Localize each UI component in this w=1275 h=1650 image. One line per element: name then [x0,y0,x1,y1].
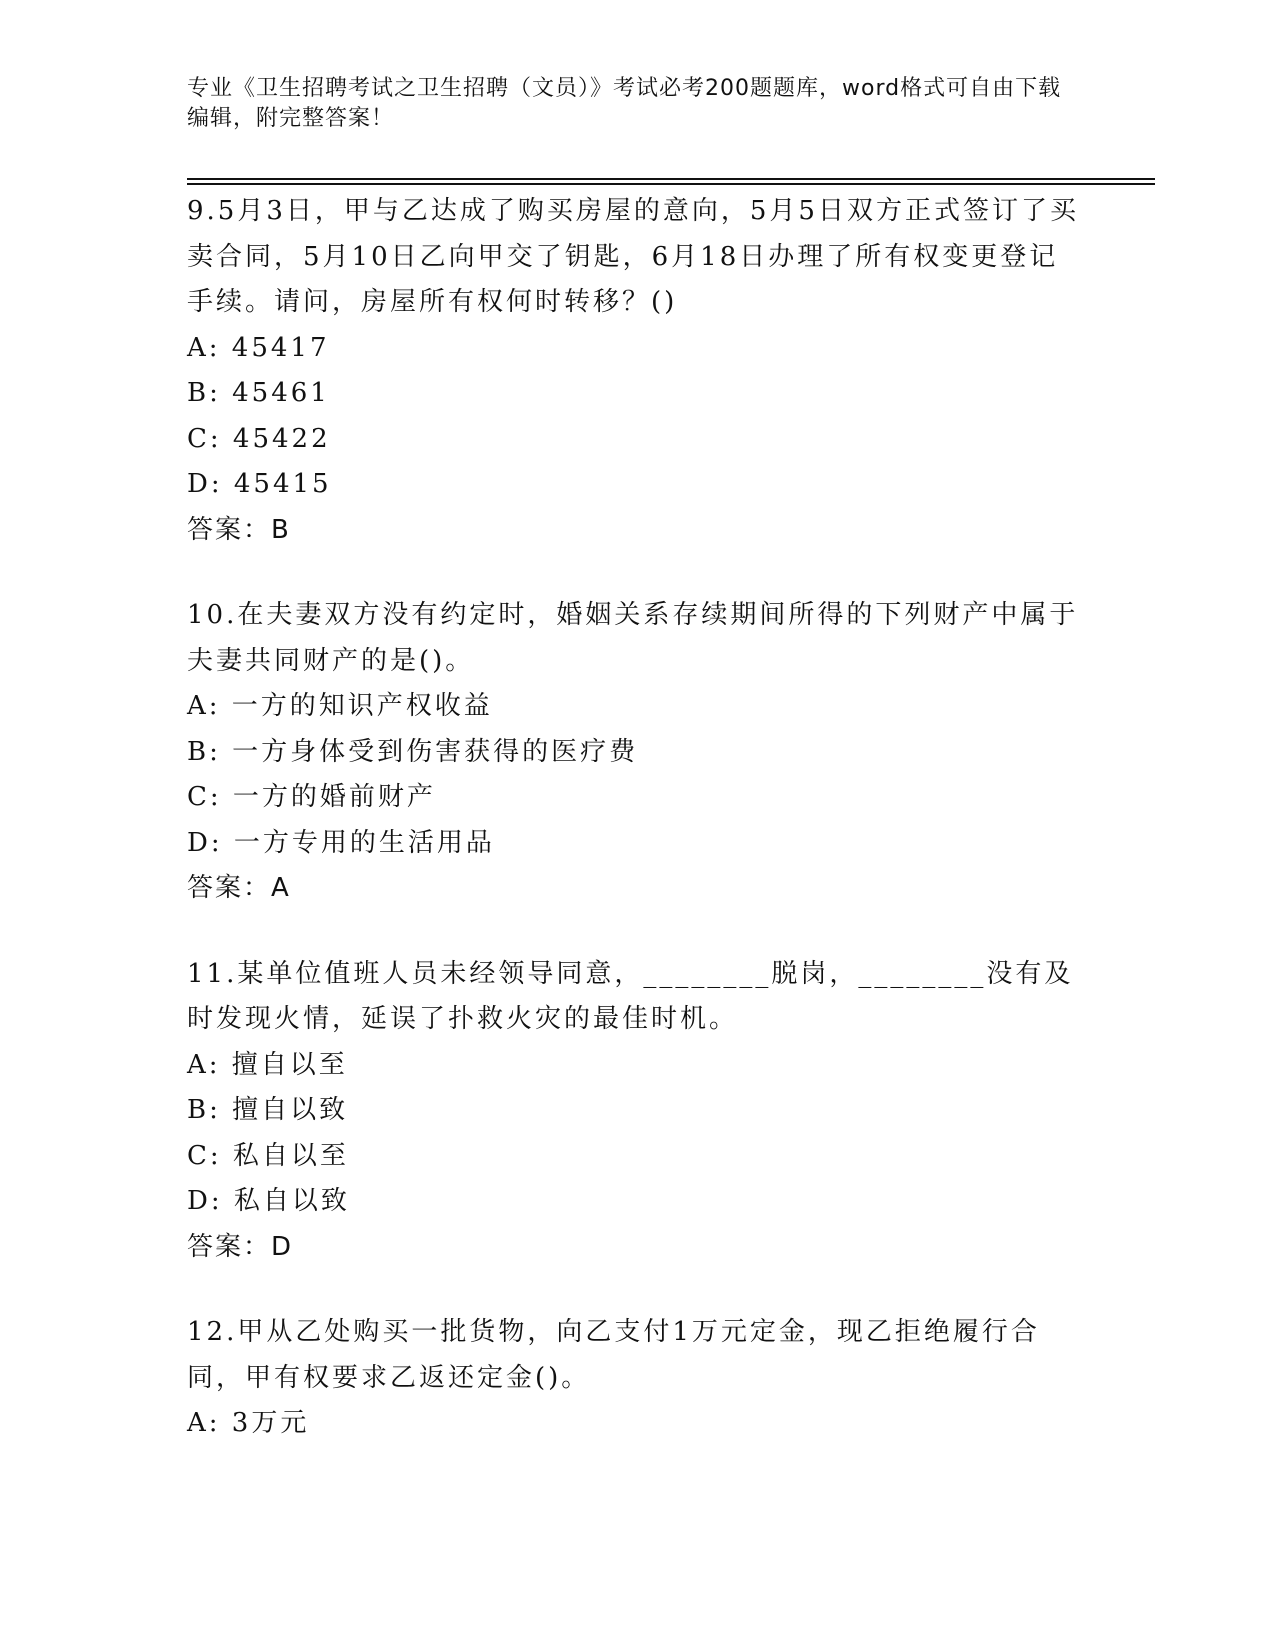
question-12 [187,1310,1087,1447]
option-d: D: 45415 [187,469,332,499]
option-a: A: 3万元 [187,1408,310,1438]
option-b: B: 45461 [187,378,330,408]
option-a: A: 擅自以至 [187,1049,348,1080]
option-a: A: 45417 [187,332,330,363]
question-text: 9.5月3日，甲与乙达成了购买房屋的意向，5月5日双方正式签订了买卖合同，5月10日乙向甲交了钥匙，6月18日办理了所有权变更登记手续。请问，房屋所有权何时转移？() [187,196,1079,317]
question-text: 10.在夫妻双方没有约定时，婚姻关系存续期间所得的下列财产中属于夫妻共同财产的是()。 [187,600,1079,676]
answer-line: 答案：B [187,514,291,545]
option-d: D: 私自以致 [187,1186,350,1216]
question-list [187,189,1087,1487]
question-text: 12.甲从乙处购买一批货物，向乙支付1万元定金，现乙拒绝履行合同，甲有权要求乙返还定金()。 [187,1317,1040,1393]
answer-line: 答案：A [187,873,291,903]
option-c: C: 45422 [187,423,331,454]
question-11 [187,952,1087,1271]
option-b: B: 擅自以致 [187,1095,349,1125]
question-text: 11.某单位值班人员未经领导同意，________脱岗，________没有及时发现火情，延误了扑救火灾的最佳时机。 [187,958,1074,1034]
question-9 [187,189,1087,553]
option-d: D: 一方专用的生活用品 [187,827,495,858]
question-10 [187,593,1087,912]
option-c: C: 一方的婚前财产 [187,782,436,812]
option-b: B: 一方身体受到伤害获得的医疗费 [187,736,639,767]
answer-line: 答案：D [187,1231,294,1262]
option-a: A: 一方的知识产权收益 [187,691,493,721]
option-c: C: 私自以至 [187,1140,349,1171]
header-rule-top [187,178,1155,180]
header-rule-bottom [187,183,1155,185]
document-header: 专业《卫生招聘考试之卫生招聘（文员）》考试必考200题题库，word格式可自由下载编辑，附完整答案！ [187,76,1062,131]
